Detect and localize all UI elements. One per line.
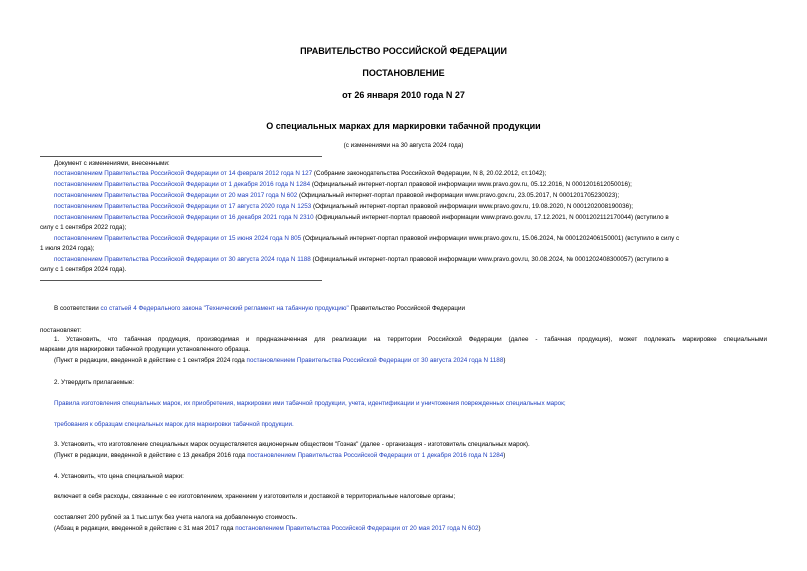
government-heading: ПРАВИТЕЛЬСТВО РОССИЙСКОЙ ФЕДЕРАЦИИ [300,46,507,56]
note-link[interactable]: постановлением Правительства Российской Федерации от 30 августа 2024 года N 1188 [246,357,504,364]
note-text: ) [503,452,506,459]
revision-note: (с изменениями на 30 августа 2024 года) [343,142,464,149]
document-date-number: от 26 января 2010 года N 27 [342,90,465,100]
paragraph-1 [40,335,767,355]
requirements-link[interactable]: требования к образцам специальных марок для маркировки табачной продукции. [54,421,294,428]
preamble-text: В соответствии [54,305,101,312]
paragraph-1-note [54,356,505,365]
document-title: О специальных марках для маркировки табачной продукции [266,121,541,131]
amendment-link[interactable]: постановлением Правительства Российской Федерации от 30 августа 2024 года N 1188 [54,256,311,263]
amendment-source: (Официальный интернет-портал правовой информации www.pravo.gov.ru, 05.12.2016, N 0001201612050016); [310,181,632,188]
amendment-link[interactable]: постановлением Правительства Российской Федерации от 15 июня 2024 года N 805 [54,235,302,242]
paragraph-2: 2. Утвердить прилагаемые: [54,379,134,386]
rules-link[interactable]: Правила изготовления специальных марок, их приобретения, маркировки ими табачной продукции, учета, идентификации и уничтожения поврежденных специальных марок; [54,400,566,407]
note-text: (Пункт в редакции, введенной в действие с 13 декабря 2016 года [54,452,248,459]
amendment-item [54,202,633,211]
resolves-label: постановляет: [40,327,82,334]
amendment-source: (Официальный интернет-портал правовой информации www.pravo.gov.ru, 15.06.2024, № 0001202406150001) (вступило в силу с [301,235,680,242]
paragraph-1-line-1: 1. Установить, что табачная продукция, производимая и предназначенная для реализации на территории Российской Федерации (далее - табачная продукция), может подлежать маркировке специальными [54,336,767,343]
amendment-link[interactable]: постановлением Правительства Российской Федерации от 1 декабря 2016 года N 1284 [54,181,311,188]
amendment-source: (Официальный интернет-портал правовой информации www.pravo.gov.ru, 19.08.2020, N 0001202008190036); [311,203,634,210]
note-link[interactable]: постановлением Правительства Российской Федерации от 20 мая 2017 года N 602 [235,525,479,532]
amendment-link[interactable]: постановлением Правительства Российской Федерации от 16 декабря 2021 года N 2310 [54,214,314,221]
document-type: ПОСТАНОВЛЕНИЕ [362,68,445,78]
paragraph-4-clause-b: составляет 200 рублей за 1 тыс.штук без учета налога на добавленную стоимость. [54,514,298,521]
paragraph-3-note [54,451,505,460]
amendment-link[interactable]: постановлением Правительства Российской Федерации от 17 августа 2020 года N 1253 [54,203,312,210]
note-text: ) [503,357,506,364]
law-article-link[interactable]: со статьей 4 Федерального закона "Технический регламент на табачную продукцию" [100,305,349,312]
paragraph-4-note [54,524,481,533]
amendment-source: (Официальный интернет-портал правовой информации www.pravo.gov.ru, 17.12.2021, N 0001202112170044) (вступило в [313,214,669,221]
top-divider [40,156,322,157]
preamble [54,304,465,313]
paragraph-4: 4. Установить, что цена специальной марки: [54,473,184,480]
amendment-item [54,180,632,189]
amendment-item [54,191,619,200]
paragraph-4-clause-a: включает в себя расходы, связанные с ее изготовлением, хранением у изготовителя и доставкой в территориальные налоговые органы; [54,493,456,500]
amendment-continuation: силу с 1 сентября 2024 года). [40,266,127,273]
paragraph-3: 3. Установить, что изготовление специальных марок осуществляется акционерным обществом "Гознак" (далее - организация - изготовитель специальных марок). [54,441,530,448]
amendment-link[interactable]: постановлением Правительства Российской Федерации от 14 февраля 2012 года N 127 [54,170,313,177]
amendment-continuation: силу с 1 сентября 2022 года); [40,224,127,231]
note-text: (Абзац в редакции, введенной в действие с 31 мая 2017 года [54,525,236,532]
paragraph-1-line-2: марками для маркировки табачной продукции установленного образца. [40,346,251,353]
amendments-intro: Документ с изменениями, внесенными: [54,160,170,167]
amendment-item [54,255,669,264]
amendment-source: (Официальный интернет-портал правовой информации www.pravo.gov.ru, 30.08.2024, № 0001202408300057) (вступило в [310,256,669,263]
amendment-item [54,234,679,243]
note-text: (Пункт в редакции, введенной в действие с 1 сентября 2024 года [54,357,247,364]
amendment-item [54,213,669,222]
preamble-text: Правительство Российской Федерации [348,305,465,312]
amendment-link[interactable]: постановлением Правительства Российской Федерации от 20 мая 2017 года N 602 [54,192,298,199]
note-link[interactable]: постановлением Правительства Российской Федерации от 1 декабря 2016 года N 1284 [247,452,504,459]
note-text: ) [478,525,481,532]
amendment-source: (Собрание законодательства Российской Федерации, N 8, 20.02.2012, ст.1042); [312,170,547,177]
amendment-source: (Официальный интернет-портал правовой информации www.pravo.gov.ru, 23.05.2017, N 0001201705230023); [297,192,620,199]
bottom-divider [40,280,322,281]
amendment-item [54,169,546,178]
amendment-continuation: 1 июля 2024 года); [40,245,95,252]
